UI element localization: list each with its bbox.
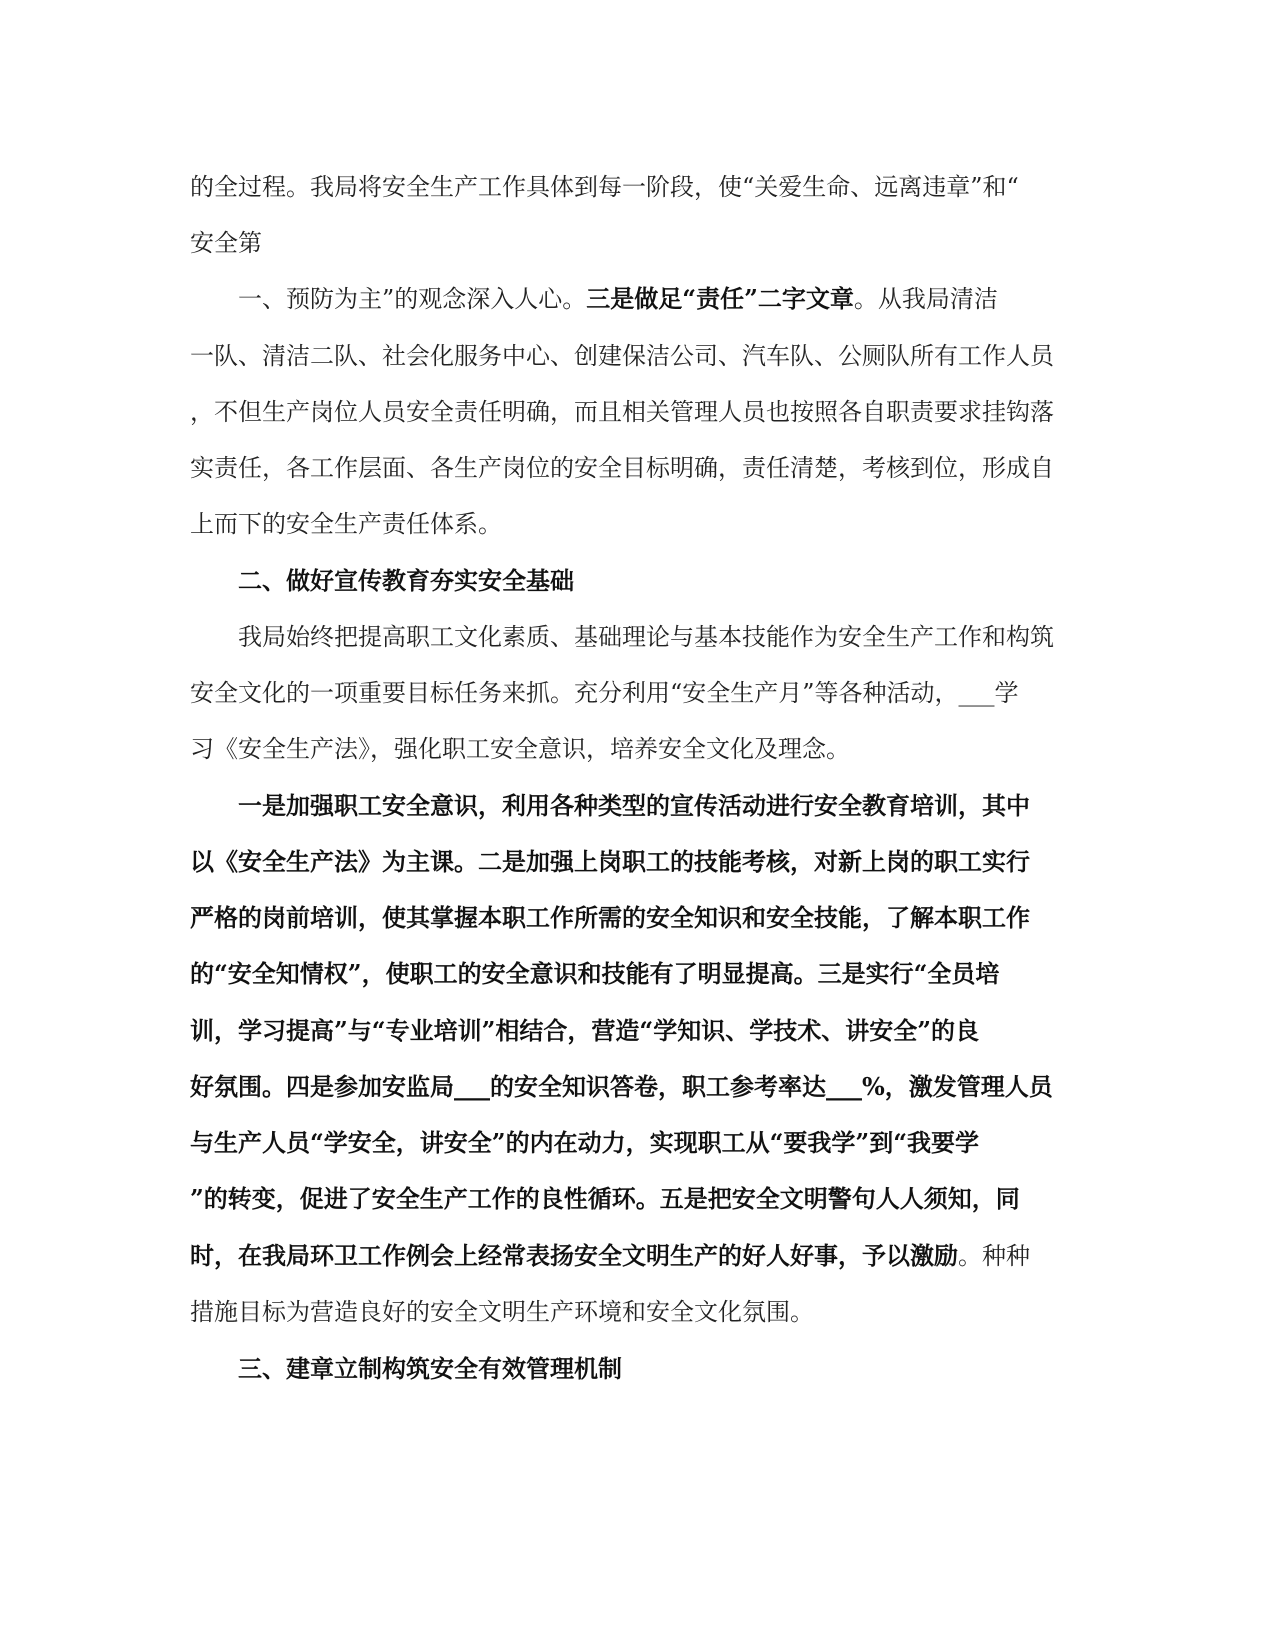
text-line-12: 措施目标为营造良好的安全文明生产环境和安全文化氛围。 — [190, 1298, 814, 1326]
bold-line-6: 好氛围。四是参加安监局___的安全知识答卷，职工参考率达___%，激发管理人员 — [190, 1072, 1053, 1101]
text-run: 。种种 — [958, 1242, 1030, 1270]
bold-line-1: 一是加强职工安全意识，利用各种类型的宣传活动进行安全教育培训，其中 — [238, 791, 1030, 820]
text-line-1: 的全过程。我局将安全生产工作具体到每一阶段，使“关爱生命、远离违章”和“ — [190, 173, 1019, 201]
bold-line-5: 训，学习提高”与“专业培训”相结合，营造“学知识、学技术、讲安全”的良 — [190, 1016, 980, 1045]
text-line-8: 我局始终把提高职工文化素质、基础理论与基本技能作为安全生产工作和构筑 — [238, 623, 1054, 651]
text-line-9: 安全文化的一项重要目标任务来抓。充分利用“安全生产月”等各种活动，___学 — [190, 679, 1019, 707]
bold-line-4: 的“安全知情权”，使职工的安全意识和技能有了明显提高。三是实行“全员培 — [190, 959, 1000, 988]
section-heading-3: 三、建章立制构筑安全有效管理机制 — [238, 1354, 622, 1383]
bold-text-run: 时，在我局环卫工作例会上经常表扬安全文明生产的好人好事，予以激励 — [190, 1241, 958, 1270]
bold-line-3: 严格的岗前培训，使其掌握本职工作所需的安全知识和安全技能，了解本职工作 — [190, 903, 1030, 932]
text-line-2: 安全第 — [190, 229, 262, 257]
bold-line-8: ”的转变，促进了安全生产工作的良性循环。五是把安全文明警句人人须知，同 — [190, 1184, 1020, 1213]
text-run: 一、预防为主”的观念深入人心。 — [238, 285, 587, 313]
text-line-11 — [190, 1241, 1030, 1271]
text-line-4: 一队、清洁二队、社会化服务中心、创建保洁公司、汽车队、公厕队所有工作人员 — [190, 342, 1054, 370]
text-line-3 — [238, 284, 998, 314]
text-line-5: ，不但生产岗位人员安全责任明确，而且相关管理人员也按照各自职责要求挂钩落 — [190, 398, 1054, 426]
text-line-6: 实责任，各工作层面、各生产岗位的安全目标明确，责任清楚，考核到位，形成自 — [190, 454, 1054, 482]
section-heading-2: 二、做好宣传教育夯实安全基础 — [238, 566, 574, 595]
bold-line-2: 以《安全生产法》为主课。二是加强上岗职工的技能考核，对新上岗的职工实行 — [190, 847, 1030, 876]
bold-line-7: 与生产人员“学安全，讲安全”的内在动力，实现职工从“要我学”到“我要学 — [190, 1128, 980, 1157]
bold-text-run: 三是做足“责任”二字文章 — [586, 284, 854, 313]
text-run: 。从我局清洁 — [853, 285, 998, 313]
text-line-7: 上而下的安全生产责任体系。 — [190, 510, 502, 538]
text-line-10: 习《安全生产法》，强化职工安全意识，培养安全文化及理念。 — [190, 735, 850, 763]
